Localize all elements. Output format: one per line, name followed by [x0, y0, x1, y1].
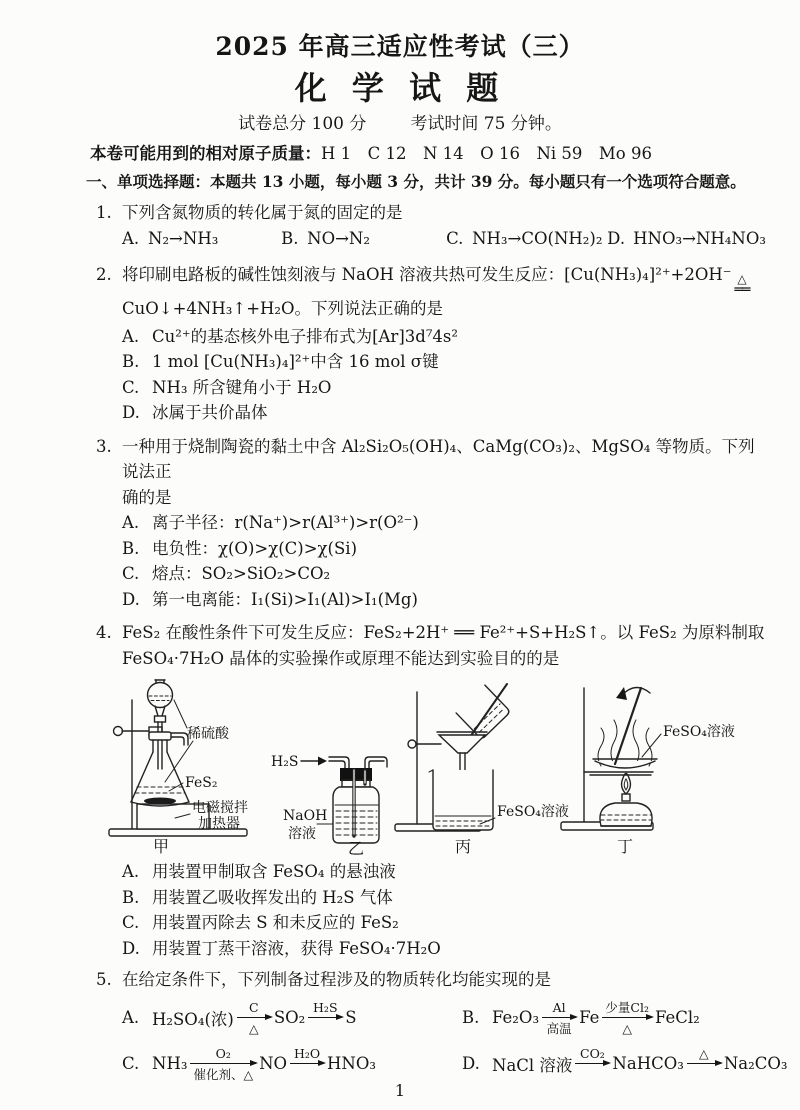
label-heater: 加热器 [198, 816, 240, 832]
reaction-arrow: O₂ 催化剂、△ [190, 1046, 256, 1082]
subject-title: 化 学 试 题 [294, 69, 506, 107]
apparatus-bing-filtration-icon [395, 684, 569, 856]
label-solution: 溶液 [288, 826, 316, 842]
question-5 [96, 967, 788, 1087]
page-number: 1 [394, 1081, 406, 1100]
question-2-options [122, 324, 766, 426]
caption-yi: 乙 [348, 839, 365, 858]
label-dilute-sulfuric-acid: 稀硫酸 [187, 726, 229, 742]
question-5-options [122, 995, 788, 1087]
exam-title: 2025 年高三适应性考试（三） [215, 32, 585, 61]
reaction-arrow: H₂O [290, 1046, 324, 1082]
atomic-masses-label: 本卷可能用到的相对原子质量： [90, 144, 321, 163]
question-2-stem-line1: 将印刷电路板的碱性蚀刻液与 NaOH 溶液共热可发生反应：[Cu(NH₃)₄]²⁺+2OH⁻ △ ══ [122, 264, 750, 298]
atomic-masses-line [90, 142, 770, 166]
question-3-stem-line1: 一种用于烧制陶瓷的黏土中含 Al₂Si₂O₅(OH)₄、CaMg(CO₃)₂、MgSO₄ 等物质。下列说法正 [122, 436, 755, 481]
q4-option-d: D. 用装置丁蒸干溶液，获得 FeSO₄·7H₂O [122, 938, 441, 958]
question-3 [96, 434, 766, 613]
apparatus-yi-gas-washing-bottle-icon [271, 754, 387, 858]
reaction-arrow: H₂S [308, 1000, 342, 1036]
question-5-stem: 在给定条件下，下列制备过程涉及的物质转化均能实现的是 [122, 970, 551, 989]
reaction-arrow: C △ [237, 1000, 271, 1036]
apparatus-ding-evaporation-icon [561, 687, 735, 856]
apparatus-figure-svg [95, 674, 767, 859]
caption-jia: 甲 [153, 837, 170, 856]
q3-option-d: D. 第一电离能：I₁(Si)>I₁(Al)>I₁(Mg) [122, 589, 418, 609]
q4-option-c: C. 用装置丙除去 S 和未反应的 FeS₂ [122, 913, 399, 932]
label-h2s-gas: H₂S [271, 754, 299, 770]
question-3-number: 3. [96, 436, 112, 456]
reaction-arrow: Al 高温 [542, 1000, 576, 1036]
label-feso4-solution-bing: FeSO₄溶液 [497, 804, 569, 820]
q2-option-c: C. NH₃ 所含键角小于 H₂O [122, 377, 332, 397]
q2-option-d: D. 冰属于共价晶体 [122, 403, 268, 422]
q4-option-a: A. 用装置甲制取含 FeSO₄ 的悬浊液 [122, 862, 396, 881]
question-4-number: 4. [96, 623, 112, 642]
question-4-apparatus-figure [95, 674, 766, 859]
atomic-masses-values: H 1 C 12 N 14 O 16 Ni 59 Mo 96 [321, 144, 652, 163]
questions [96, 200, 788, 1087]
question-4-options [122, 859, 766, 961]
question-4 [96, 620, 766, 961]
q5-option-a: A. H₂SO₄(浓) C △ SO₂ H₂S S [122, 999, 357, 1036]
reaction-arrow: CO₂ [575, 1046, 609, 1082]
q3-option-a: A. 离子半径：r(Na⁺)>r(Al³⁺)>r(O²⁻) [122, 513, 419, 532]
q5-option-c: C. NH₃ O₂ 催化剂、△ NO H₂O HNO₃ [122, 1045, 377, 1082]
reaction-arrow: △ [687, 1046, 721, 1082]
q4-option-b: B. 用装置乙吸收挥发出的 H₂S 气体 [122, 887, 393, 907]
question-4-stem-line2: FeSO₄·7H₂O 晶体的实验操作或原理不能达到实验目的的是 [122, 649, 560, 668]
question-5-number: 5. [96, 970, 112, 989]
q2-option-a: A. Cu²⁺的基态核外电子排布式为[Ar]3d⁷4s² [122, 326, 459, 346]
q5-option-b: B. Fe₂O₃ Al 高温 Fe 少量Cl₂ △ FeCl₂ [462, 999, 700, 1036]
question-3-options [122, 510, 766, 612]
total-score: 试卷总分 100 分 [238, 114, 367, 134]
label-naoh: NaOH [283, 808, 328, 824]
triangle-over-equals: △ ══ [734, 271, 750, 298]
question-1-stem: 下列含氮物质的转化属于氮的固定的是 [122, 203, 403, 222]
question-4-stem-line1: FeS₂ 在酸性条件下可发生反应：FeS₂+2H⁺ ══ Fe²⁺+S+H₂S↑。以 FeS₂ 为原料制取 [122, 623, 765, 642]
caption-bing: 丙 [455, 837, 472, 856]
question-1 [96, 200, 766, 252]
q1-option-c: C. NH₃→CO(NH₂)₂ [446, 228, 603, 248]
caption-ding: 丁 [617, 837, 634, 856]
q3-option-b: B. 电负性：χ(O)>χ(C)>χ(Si) [122, 538, 358, 558]
question-3-stem-line2: 确的是 [122, 487, 172, 507]
exam-meta [0, 113, 800, 136]
label-fes2: FeS₂ [185, 775, 218, 791]
question-1-options [122, 226, 766, 252]
reaction-arrow: 少量Cl₂ △ [602, 1000, 652, 1036]
question-2-stem-line2: CuO↓+4NH₃↑+H₂O。下列说法正确的是 [122, 298, 444, 318]
label-feso4-solution-ding: FeSO₄溶液 [663, 724, 735, 740]
question-1-number: 1. [96, 203, 112, 222]
q5-option-d: D. NaCl 溶液 CO₂ NaHCO₃ △ Na₂CO₃ [462, 1041, 788, 1087]
q2-option-b: B. 1 mol [Cu(NH₃)₄]²⁺中含 16 mol σ键 [122, 352, 439, 371]
q3-option-c: C. 熔点：SO₂>SiO₂>CO₂ [122, 564, 331, 583]
label-magnetic-stirrer: 电磁搅拌 [192, 800, 248, 816]
question-2-number: 2. [96, 264, 112, 284]
q1-option-b: B. NO→N₂ [281, 228, 370, 248]
apparatus-jia-flask-setup-icon [109, 680, 248, 856]
q1-option-a: A. N₂→NH₃ [122, 228, 219, 248]
question-2 [96, 260, 766, 426]
q1-option-d: D. HNO₃→NH₄NO₃ [607, 228, 766, 248]
exam-duration: 考试时间 75 分钟。 [410, 114, 562, 134]
section-heading: 一、单项选择题：本题共 13 小题，每小题 3 分，共计 39 分。每小题只有一个选项符合题意。 [86, 172, 746, 191]
